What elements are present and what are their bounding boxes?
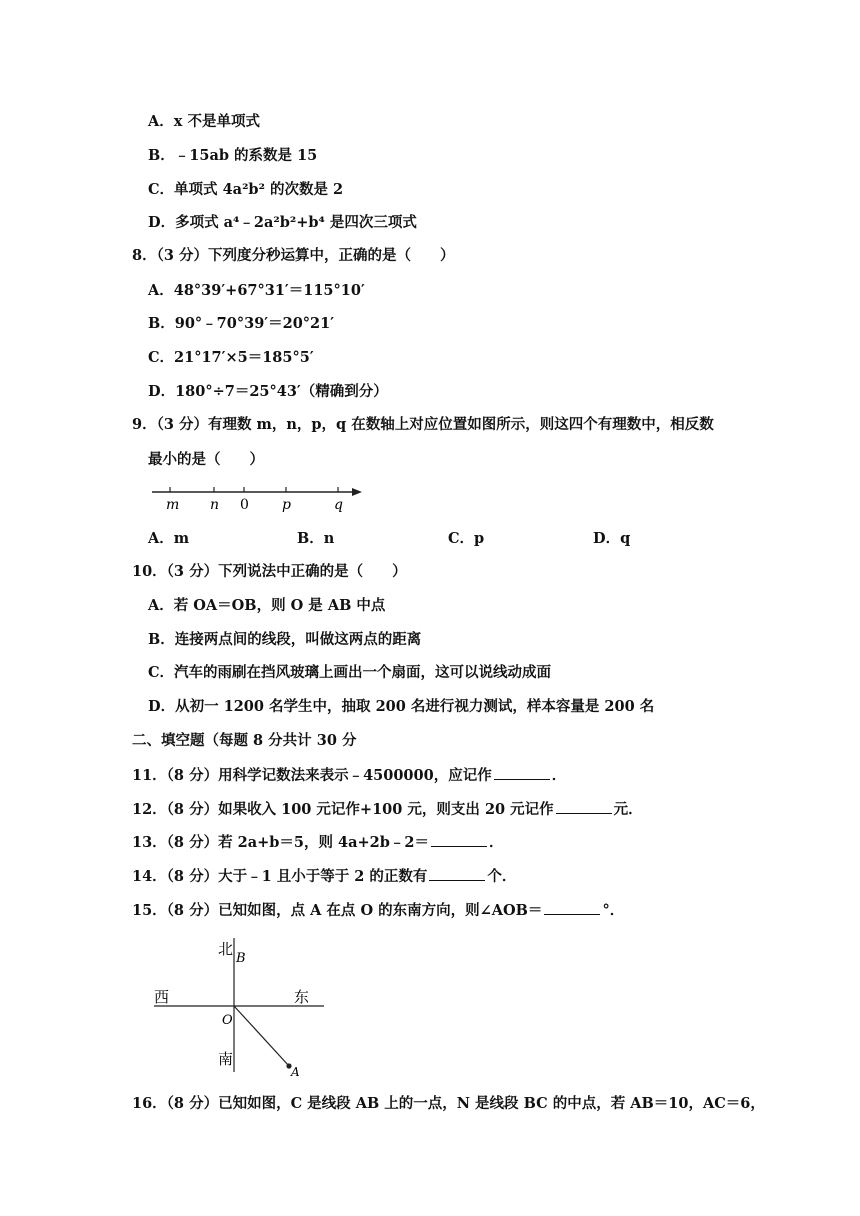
q10-option-a: A．若 OA＝OB，则 O 是 AB 中点 (148, 597, 386, 614)
q8-option-d: D．180°÷7＝25°43′（精确到分） (148, 383, 388, 400)
label-b: B (236, 951, 246, 966)
q7-option-b: B．﹣15ab 的系数是 15 (148, 147, 318, 164)
q10-option-c: C．汽车的雨刷在挡风玻璃上画出一个扇面，这可以说线动成面 (148, 664, 552, 681)
q9-stem-line1: 9．（3 分）有理数 m，n，p，q 在数轴上对应位置如图所示，则这四个有理数中，相反数 (132, 416, 714, 433)
q9-option-d: D．q (593, 530, 631, 547)
label-north: 北 (218, 940, 234, 958)
answer-blank[interactable] (431, 832, 487, 847)
q7-option-c: C．单项式 4a²b² 的次数是 2 (148, 181, 344, 198)
label-east: 东 (294, 988, 310, 1006)
axis-label-p: p (282, 497, 291, 513)
q13: 13．（8 分）若 2a+b＝5，则 4a+2b﹣2＝ ． (132, 834, 504, 851)
q8-option-c: C．21°17′×5＝185°5′ (148, 349, 314, 366)
compass-figure (148, 930, 338, 1080)
label-a: A (291, 1065, 300, 1079)
q9-option-c: C．p (448, 530, 485, 547)
axis-label-n: n (210, 497, 220, 513)
answer-blank[interactable] (429, 866, 485, 881)
q10-stem: 10．（3 分）下列说法中正确的是（ ） (132, 563, 407, 580)
section-heading: 二、填空题（每题 8 分共计 30 分 (132, 732, 357, 749)
q14: 14．（8 分）大于﹣1 且小于等于 2 的正数有 个． (132, 868, 517, 885)
answer-blank[interactable] (556, 799, 612, 814)
q8-option-b: B．90°﹣70°39′＝20°21′ (148, 315, 335, 332)
q12: 12．（8 分）如果收入 100 元记作+100 元，则支出 20 元记作 元． (132, 801, 643, 818)
q11: 11．（8 分）用科学记数法来表示﹣4500000，应记作 ． (132, 767, 567, 784)
axis-label-q: q (334, 497, 343, 513)
q9-option-b: B．n (297, 530, 335, 547)
axis-label-zero: 0 (240, 497, 249, 513)
label-south: 南 (218, 1050, 234, 1068)
q8-stem: 8．（3 分）下列度分秒运算中，正确的是（ ） (132, 247, 455, 264)
q7-option-a: A．x 不是单项式 (148, 113, 260, 130)
q15: 15．（8 分）已知如图，点 A 在点 O 的东南方向，则∠AOB＝ °． (132, 902, 625, 919)
label-o: O (222, 1013, 233, 1028)
q9-option-a: A．m (148, 530, 190, 547)
axis-label-m: m (166, 497, 180, 513)
q7-option-d: D．多项式 a⁴﹣2a²b²+b⁴ 是四次三项式 (148, 214, 417, 231)
q10-option-b: B．连接两点间的线段，叫做这两点的距离 (148, 631, 422, 648)
q16-stem: 16．（8 分）已知如图，C 是线段 AB 上的一点，N 是线段 BC 的中点，若 AB＝10，AC＝6， (132, 1095, 765, 1112)
q8-option-a: A．48°39′+67°31′＝115°10′ (148, 282, 365, 299)
answer-blank[interactable] (544, 900, 600, 915)
label-west: 西 (154, 988, 170, 1006)
q9-stem-line2: 最小的是（ ） (148, 451, 264, 468)
q9-number-line (148, 480, 378, 516)
answer-blank[interactable] (494, 765, 550, 780)
q10-option-d: D．从初一 1200 名学生中，抽取 200 名进行视力测试，样本容量是 200 名 (148, 698, 655, 715)
